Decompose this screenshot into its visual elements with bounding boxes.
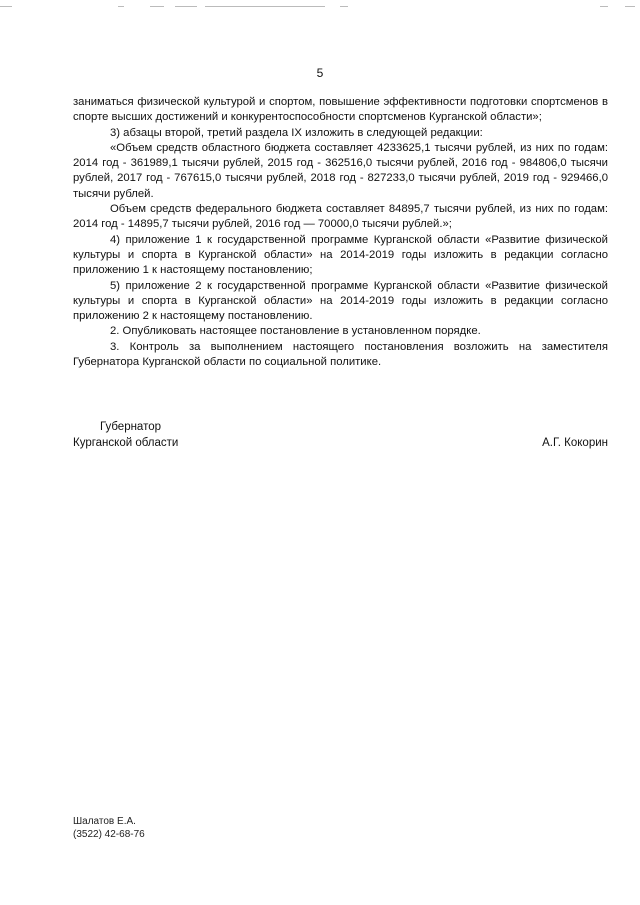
page-number: 5 [316,66,324,80]
paragraph-item-4: 4) приложение 1 к государственной программе Курганской области «Развитие физической культуры и спорта в Курганской области» на 2014-2019 годы изложить в редакции согласно приложению 1 к настоящему постановлению; [73,233,608,277]
paragraph-item-5: 5) приложение 2 к государственной программе Курганской области «Развитие физической культуры и спорта в Курганской области» на 2014-2019 годы изложить в редакции согласно приложению 2 к настоящему постановлению. [73,279,608,323]
document-body [73,95,608,370]
paragraph-continuation: заниматься физической культурой и спортом, повышение эффективности подготовки спортсменов в спорте высших достижений и конкурентоспособности спортсменов Курганской области»; [73,96,608,124]
executor-info [73,815,145,841]
paragraph-control: 3. Контроль за выполнением настоящего постановления возложить на заместителя Губернатора Курганской области по социальной политике. [73,340,608,369]
executor-name: Шалатов Е.А. [73,816,136,827]
paragraph-item-3: 3) абзацы второй, третий раздела IX изложить в следующей редакции: [110,126,483,139]
signatory-name: А.Г. Кокорин [542,437,608,449]
signatory-region: Курганской области [73,437,179,449]
paragraph-federal-budget: Объем средств федерального бюджета составляет 84895,7 тысячи рублей, из них по годам: 2014 год - 14895,7 тысячи рублей, 2016 год — 70000,0 тысячи рублей.»; [73,203,608,231]
paragraph-publish: 2. Опубликовать настоящее постановление в установленном порядке. [110,325,481,338]
signatory-title: Губернатор [100,421,162,433]
scan-artifact-line [0,6,640,9]
executor-phone: (3522) 42-68-76 [73,829,145,840]
paragraph-regional-budget: «Объем средств областного бюджета составляет 4233625,1 тысячи рублей, из них по годам: 2014 год - 361989,1 тысячи рублей, 2015 год - 362516,0 тысячи рублей, 2016 год - 984806,0 тысячи рублей, 2017 год - 767615,0 тысячи рублей, 2018 год - 827233,0 тысячи рублей, 2019 год - 929466,0 тысячи рублей. [73,141,608,200]
signature-block [73,419,608,451]
